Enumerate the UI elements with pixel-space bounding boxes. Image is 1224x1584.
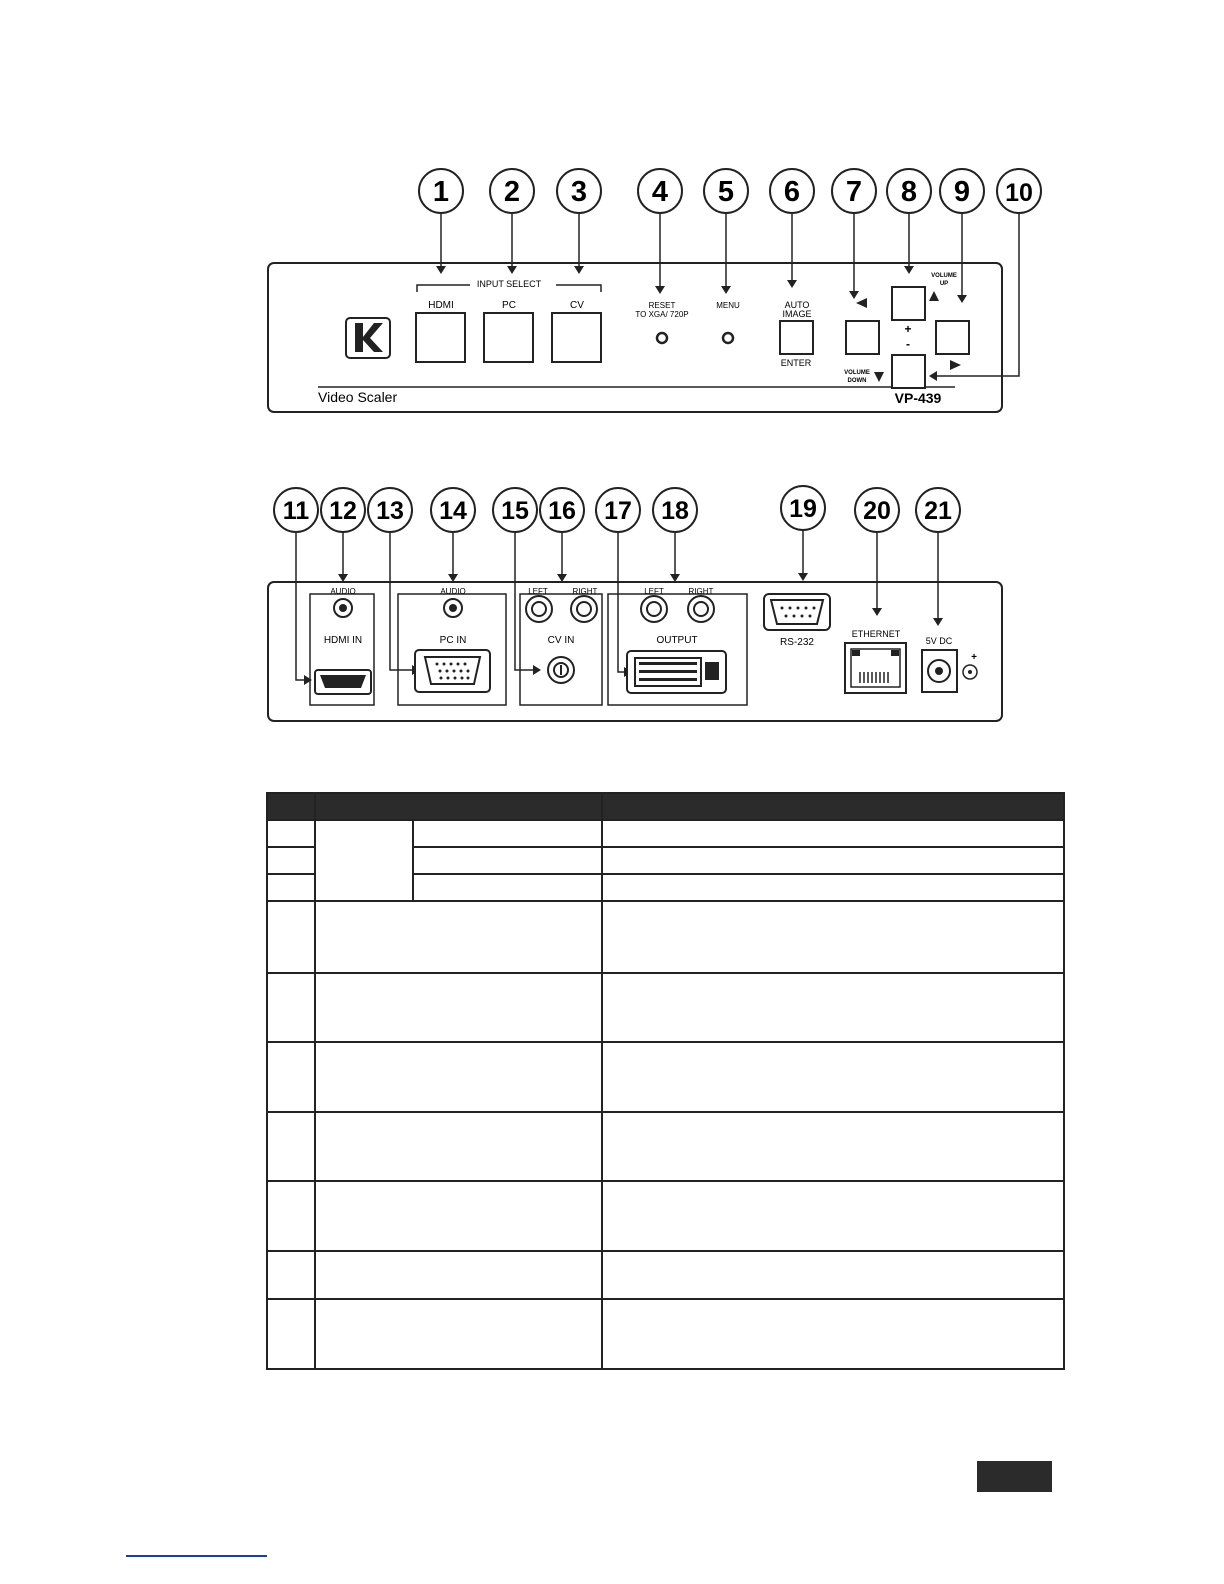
- callout-13: 13: [376, 497, 404, 525]
- rear-panel-diagram: [0, 480, 1224, 730]
- page-number-block: [977, 1461, 1052, 1492]
- table-cell: [602, 847, 1064, 874]
- table-cell: [413, 820, 602, 847]
- left-button[interactable]: [846, 321, 879, 354]
- hdmi-button[interactable]: [416, 313, 465, 362]
- cv-audio-left-jack[interactable]: [526, 596, 552, 622]
- pc-audio-label: AUDIO: [440, 587, 466, 596]
- table-cell: [602, 1112, 1064, 1181]
- table-cell: [602, 973, 1064, 1042]
- callout-3: 3: [570, 176, 588, 208]
- callout-6: 6: [783, 176, 801, 208]
- pc-in-label: PC IN: [439, 635, 467, 646]
- callout-10: 10: [1005, 179, 1033, 207]
- callout-21: 21: [924, 497, 952, 525]
- product-name: Video Scaler: [318, 389, 398, 405]
- table-cell: [602, 874, 1064, 901]
- rear-leader-lines: [296, 530, 938, 680]
- model-name: VP-439: [894, 390, 942, 406]
- table-cell: [413, 847, 602, 874]
- feature-table: [266, 792, 1065, 1370]
- minus-label: -: [906, 337, 910, 351]
- reset-button[interactable]: [657, 333, 667, 343]
- table-row: [267, 1042, 1064, 1112]
- out-left-label: LEFT: [644, 587, 664, 596]
- callout-9: 9: [953, 176, 971, 208]
- cv-audio-right-jack[interactable]: [571, 596, 597, 622]
- logo-text: KRAMER: [357, 352, 379, 358]
- table-row: [267, 1251, 1064, 1299]
- header-cell-feature: [315, 793, 602, 820]
- table-cell: [267, 847, 315, 874]
- table-cell: [602, 1181, 1064, 1251]
- reset-label: RESET: [648, 301, 676, 310]
- volume-up-label: VOLUME: [931, 273, 957, 279]
- table-cell: [315, 901, 602, 973]
- table-cell: [413, 874, 602, 901]
- table-cell: [267, 1251, 315, 1299]
- cv-right-label: RIGHT: [572, 587, 598, 596]
- volume-down-sublabel: DOWN: [847, 378, 867, 384]
- table-cell: [315, 820, 413, 901]
- callout-14: 14: [439, 497, 467, 525]
- right-button[interactable]: [936, 321, 969, 354]
- table-cell: [267, 901, 315, 973]
- left-arrow-icon: [856, 298, 867, 308]
- table-cell: [602, 901, 1064, 973]
- hdmi-in-label: HDMI IN: [323, 635, 363, 646]
- menu-label: MENU: [716, 301, 740, 310]
- table-row: [267, 1112, 1064, 1181]
- callout-11: 11: [282, 497, 310, 525]
- down-arrow-icon: [874, 372, 884, 382]
- input-select-label: INPUT SELECT: [476, 279, 542, 289]
- callout-5: 5: [717, 176, 735, 208]
- up-button[interactable]: [892, 287, 925, 320]
- table-cell: [602, 820, 1064, 847]
- table-cell: [267, 1299, 315, 1369]
- callout-16: 16: [548, 497, 576, 525]
- ethernet-label: ETHERNET: [851, 629, 901, 639]
- menu-button[interactable]: [723, 333, 733, 343]
- callout-12: 12: [329, 497, 357, 525]
- reset-sublabel: TO XGA/ 720P: [635, 310, 689, 319]
- right-arrow-icon: [950, 360, 961, 370]
- cv-label: CV: [570, 300, 584, 311]
- table-cell: [267, 973, 315, 1042]
- table-cell: [315, 1299, 602, 1369]
- cv-left-label: LEFT: [528, 587, 548, 596]
- output-audio-right-jack[interactable]: [688, 596, 714, 622]
- out-right-label: RIGHT: [688, 587, 714, 596]
- pc-button[interactable]: [484, 313, 533, 362]
- table-cell: [602, 1251, 1064, 1299]
- callout-2: 2: [503, 176, 521, 208]
- table-cell: [315, 1112, 602, 1181]
- callout-19: 19: [789, 495, 817, 523]
- table-cell: [267, 1112, 315, 1181]
- up-arrow-icon: [929, 291, 939, 301]
- callout-4: 4: [651, 176, 669, 208]
- footer-link-underline: [126, 1555, 267, 1557]
- table-row: [267, 901, 1064, 973]
- table-row: [267, 820, 1064, 847]
- pc-label: PC: [502, 300, 516, 311]
- hdmi-label: HDMI: [428, 300, 454, 311]
- cv-in-label: CV IN: [547, 635, 575, 646]
- auto-label: AUTO: [784, 300, 810, 310]
- callout-8: 8: [900, 176, 918, 208]
- table-row: [267, 1181, 1064, 1251]
- down-button[interactable]: [892, 355, 925, 388]
- polarity-plus-label: +: [971, 652, 977, 663]
- power-label: 5V DC: [925, 636, 953, 646]
- header-cell-number: [267, 793, 315, 820]
- callout-18: 18: [661, 497, 689, 525]
- hdmi-audio-label: AUDIO: [330, 587, 356, 596]
- callout-20: 20: [863, 497, 891, 525]
- volume-down-label: VOLUME: [844, 370, 870, 376]
- table-cell: [602, 1299, 1064, 1369]
- front-panel-diagram: [0, 0, 1224, 440]
- table-cell: [267, 874, 315, 901]
- output-label: OUTPUT: [656, 635, 698, 646]
- callout-15: 15: [501, 497, 529, 525]
- output-audio-left-jack[interactable]: [641, 596, 667, 622]
- table-cell: [267, 1181, 315, 1251]
- image-label: IMAGE: [782, 309, 812, 319]
- callout-7: 7: [845, 176, 863, 208]
- volume-up-sublabel: UP: [939, 281, 949, 287]
- callout-1: 1: [432, 176, 450, 208]
- header-cell-function: [602, 793, 1064, 820]
- table-cell: [267, 1042, 315, 1112]
- cv-button[interactable]: [552, 313, 601, 362]
- callout-17: 17: [604, 497, 632, 525]
- table-cell: [602, 1042, 1064, 1112]
- table-cell: [315, 973, 602, 1042]
- enter-label: ENTER: [780, 358, 812, 368]
- table-row: [267, 1299, 1064, 1369]
- table-cell: [267, 820, 315, 847]
- table-header-row: [267, 793, 1064, 820]
- table-cell: [315, 1181, 602, 1251]
- rs232-label: RS-232: [780, 637, 814, 648]
- auto-image-enter-button[interactable]: [780, 321, 813, 354]
- table-row: [267, 973, 1064, 1042]
- plus-label: +: [904, 322, 912, 336]
- table-cell: [315, 1042, 602, 1112]
- table-cell: [315, 1251, 602, 1299]
